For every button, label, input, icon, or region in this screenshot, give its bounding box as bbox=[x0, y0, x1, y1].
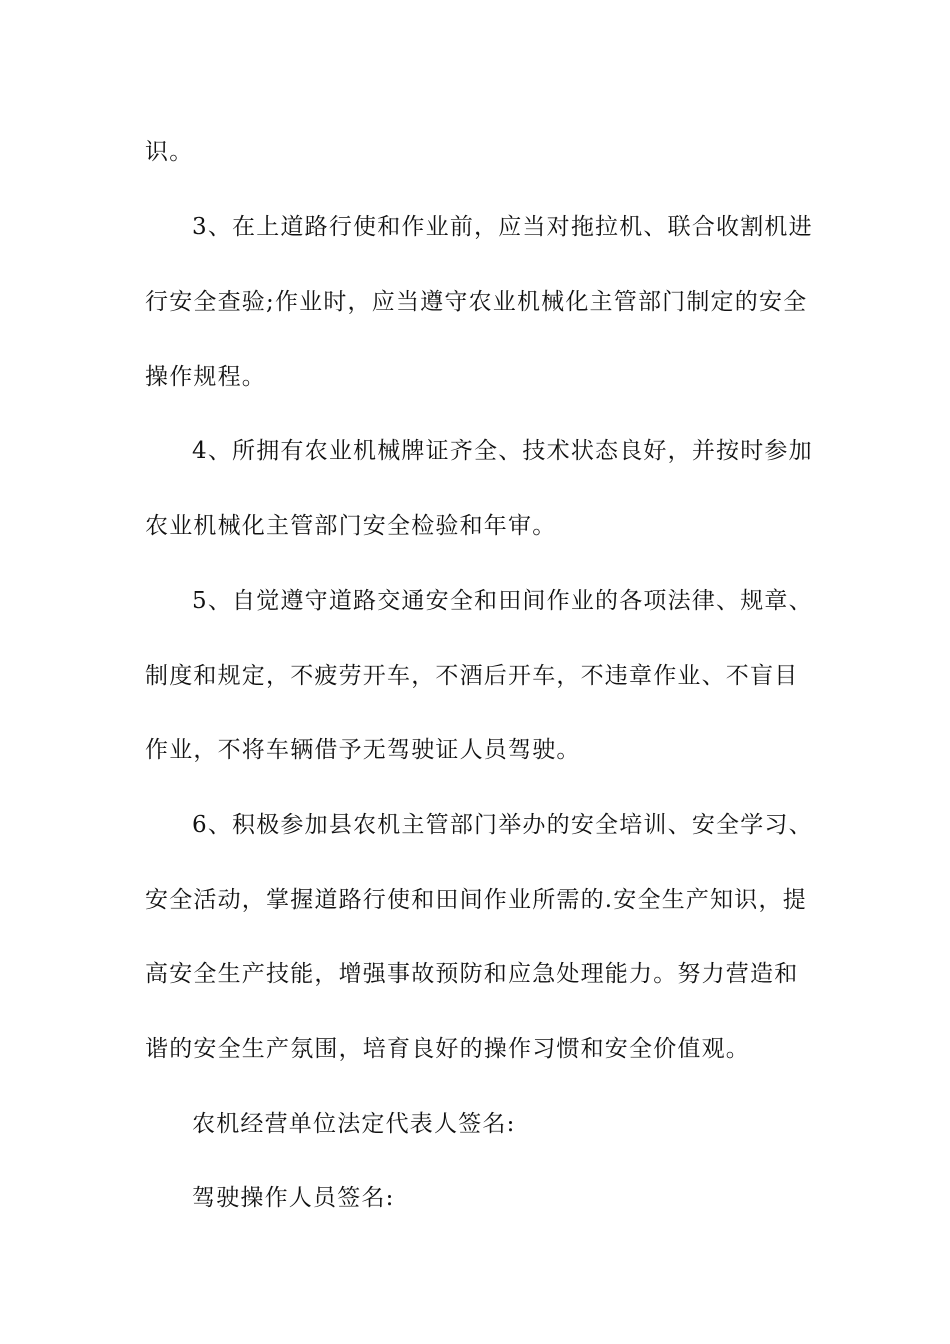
text-line: 操作规程。 bbox=[145, 364, 266, 390]
text-line: 高安全生产技能，增强事故预防和应急处理能力。努力营造和 bbox=[145, 961, 799, 987]
text-line: 制度和规定，不疲劳开车，不酒后开车，不违章作业、不盲目 bbox=[145, 663, 799, 689]
text-line: 4、所拥有农业机械牌证齐全、技术状态良好，并按时参加 bbox=[192, 438, 813, 464]
text-line: 5、自觉遵守道路交通安全和田间作业的各项法律、规章、 bbox=[192, 588, 813, 614]
signature-label-representative: 农机经营单位法定代表人签名: bbox=[192, 1111, 516, 1137]
text-line: 作业，不将车辆借予无驾驶证人员驾驶。 bbox=[145, 737, 581, 763]
text-line: 6、积极参加县农机主管部门举办的安全培训、安全学习、 bbox=[192, 812, 813, 838]
text-line: 安全活动，掌握道路行使和田间作业所需的.安全生产知识，提 bbox=[145, 887, 807, 913]
text-line: 3、在上道路行使和作业前，应当对拖拉机、联合收割机进 bbox=[192, 214, 813, 240]
text-line: 农业机械化主管部门安全检验和年审。 bbox=[145, 513, 557, 539]
text-line: 谐的安全生产氛围，培育良好的操作习惯和安全价值观。 bbox=[145, 1036, 750, 1062]
text-line: 识。 bbox=[145, 139, 194, 165]
text-line: 行安全查验;作业时，应当遵守农业机械化主管部门制定的安全 bbox=[145, 289, 808, 315]
signature-label-operator: 驾驶操作人员签名: bbox=[192, 1185, 395, 1211]
